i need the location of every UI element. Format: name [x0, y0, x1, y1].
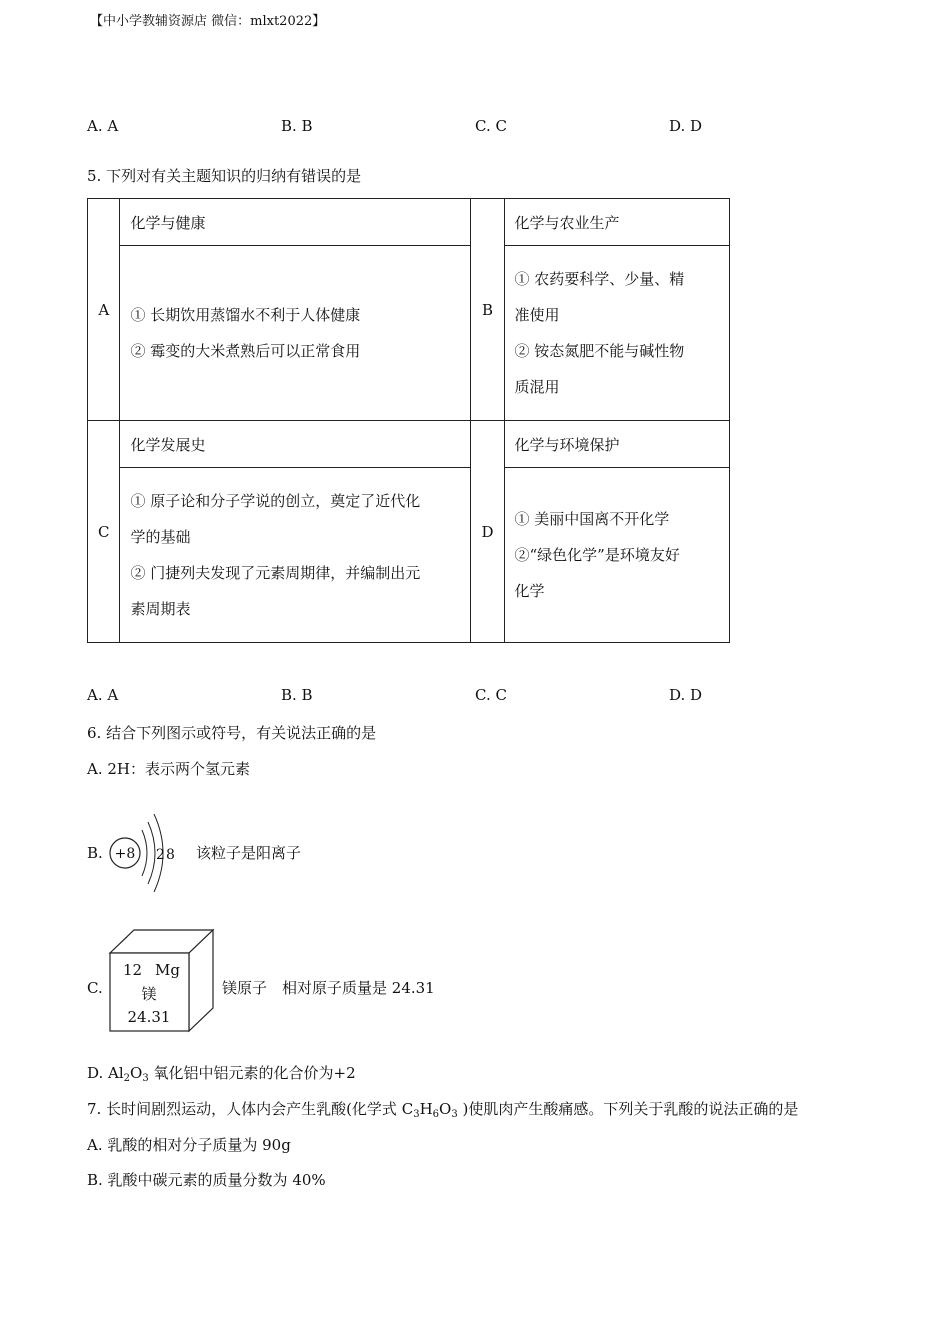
q7-suffix: )使肌肉产生酸痛感。下列关于乳酸的说法正确的是: [457, 1100, 799, 1118]
q4-option-b: B. B: [281, 117, 313, 135]
atom-structure-diagram: [108, 808, 188, 898]
nucleus-charge: +8: [114, 846, 136, 862]
d-mid: O: [130, 1064, 143, 1082]
q6-option-b-label: B.: [87, 844, 103, 862]
q6-option-c-label: C.: [87, 979, 103, 997]
cell-line: 准使用: [514, 306, 560, 324]
q5-option-d: D. D: [669, 686, 703, 704]
cell-line: ① 长期饮用蒸馏水不利于人体健康: [130, 306, 361, 324]
atomic-mass: 24.31: [127, 1008, 171, 1026]
cell-line: ① 美丽中国离不开化学: [514, 510, 670, 528]
cell-title-b: 化学与农业生产: [504, 199, 729, 246]
q7-sub3: 3: [451, 1109, 458, 1120]
cell-line: 学的基础: [130, 528, 191, 546]
q5-option-c: C. C: [475, 686, 507, 704]
cell-line: ① 农药要科学、少量、精: [514, 270, 685, 288]
d-suffix: 氧化铝中铝元素的化合价为+2: [148, 1064, 356, 1082]
q7-m2: O: [439, 1100, 452, 1118]
cell-line: ① 原子论和分子学说的创立，奠定了近代化: [130, 492, 421, 510]
d-sub2: 3: [142, 1073, 149, 1084]
cell-line: 质混用: [514, 378, 560, 396]
q5-option-b: B. B: [281, 686, 313, 704]
shell-arc-1: [142, 830, 147, 876]
shell-arc-2: [148, 822, 155, 884]
cell-title-d: 化学与环境保护: [504, 421, 729, 468]
element-name: 镁: [141, 985, 157, 1003]
element-symbol: Mg: [155, 961, 180, 979]
cell-letter-a: A: [88, 199, 120, 421]
cell-line: ②“绿色化学”是环境友好: [514, 546, 680, 564]
q7-sub2: 6: [432, 1109, 440, 1120]
cell-line: ② 铵态氮肥不能与碱性物: [514, 342, 685, 360]
q7-prefix: 7. 长时间剧烈运动，人体内会产生乳酸(化学式 C: [87, 1100, 414, 1118]
cell-line: 素周期表: [130, 600, 191, 618]
cell-letter-c: C: [88, 421, 120, 643]
q6-option-d: [87, 1063, 356, 1089]
q4-option-d: D. D: [669, 117, 703, 135]
cell-letter-b: B: [471, 199, 504, 421]
d-sub1: 2: [123, 1073, 131, 1084]
q5-table: [87, 198, 730, 643]
element-card-diagram: [107, 928, 217, 1034]
cell-line: 化学: [514, 582, 545, 600]
cell-letter-d: D: [471, 421, 504, 643]
q6-question: 6. 结合下列图示或符号，有关说法正确的是: [87, 724, 377, 742]
shell-electrons-1: 2: [156, 847, 165, 863]
q7-sub1: 3: [413, 1109, 420, 1120]
cell-body-c: [120, 468, 471, 643]
cell-line: ② 霉变的大米煮熟后可以正常食用: [130, 342, 361, 360]
cell-line: ② 门捷列夫发现了元素周期律，并编制出元: [130, 564, 421, 582]
q6-option-c-text: 镁原子 相对原子质量是 24.31: [222, 979, 435, 997]
page-header: 【中小学教辅资源店 微信：mlxt2022】: [90, 14, 326, 29]
q7-option-b: B. 乳酸中碳元素的质量分数为 40%: [87, 1171, 326, 1189]
q7-m1: H: [419, 1100, 433, 1118]
cell-title-c: 化学发展史: [120, 421, 471, 468]
cell-body-d: [504, 468, 729, 643]
q5-question: 5. 下列对有关主题知识的归纳有错误的是: [87, 167, 362, 185]
q7-option-a: A. 乳酸的相对分子质量为 90g: [87, 1136, 291, 1154]
q5-option-a: A. A: [87, 686, 119, 704]
q6-option-a: A. 2H：表示两个氢元素: [87, 760, 250, 778]
cell-title-a: 化学与健康: [120, 199, 471, 246]
cell-body-a: [120, 246, 471, 421]
q7-question: [87, 1099, 798, 1125]
shell-electrons-2: 8: [166, 847, 175, 863]
q6-option-b-text: 该粒子是阳离子: [196, 844, 302, 862]
atomic-number: 12: [123, 961, 143, 979]
q4-option-c: C. C: [475, 117, 507, 135]
d-prefix: D. Al: [87, 1064, 124, 1082]
q4-option-a: A. A: [87, 117, 119, 135]
cell-body-b: [504, 246, 729, 421]
